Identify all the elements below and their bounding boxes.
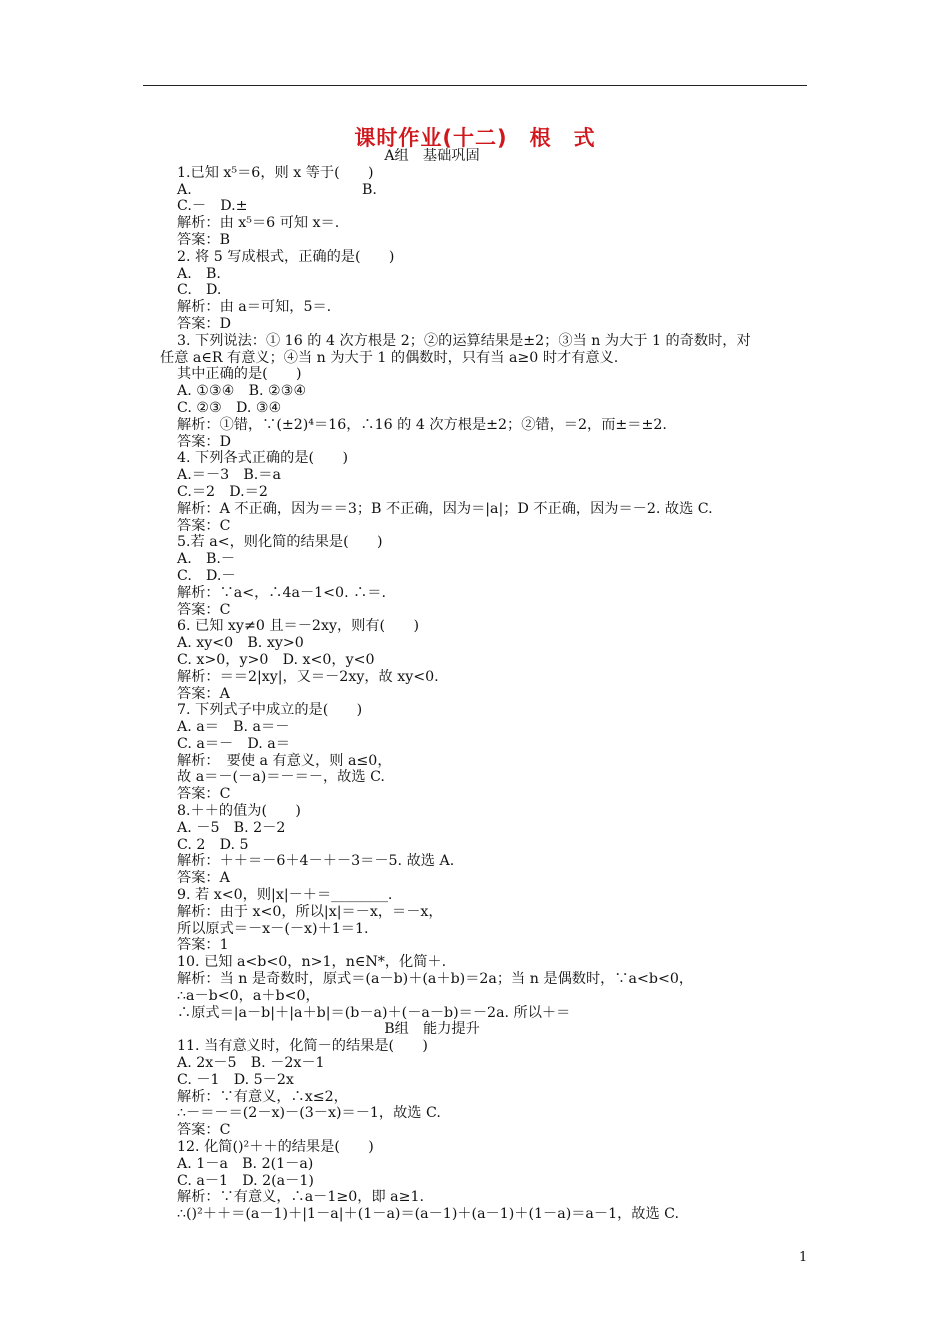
text-line: 答案：A	[177, 870, 230, 887]
text-line: 解析： 要使 a 有意义，则 a≤0，	[177, 752, 392, 769]
text-line: A.＝－3 B.＝a	[177, 467, 281, 484]
text-line: ∴()²＋＋＝(a－1)＋|1－a|＋(1－a)＝(a－1)＋(a－1)＋(1－a)＝a－1，故选 C.	[177, 1206, 680, 1223]
text-line: 任意 a∈R 有意义；④当 n 为大于 1 的偶数时，只有当 a≥0 时才有意义.	[160, 349, 619, 366]
text-line: 所以原式＝－x－(－x)＋1＝1.	[177, 920, 369, 937]
text-line: 答案：C	[177, 517, 231, 534]
text-line: 答案：C	[177, 1122, 231, 1139]
header-rule	[143, 85, 807, 86]
text-line: 解析：由 x⁵＝6 可知 x＝.	[177, 215, 340, 232]
text-line: A. ①③④ B. ②③④	[177, 383, 307, 400]
text-line: 解析：由于 x<0，所以|x|＝－x，＝－x，	[177, 903, 443, 920]
text-line: A. B.－	[177, 551, 236, 568]
text-line: 解析：当 n 是奇数时，原式＝(a－b)＋(a＋b)＝2a；当 n 是偶数时，∵a<b<0，	[177, 971, 694, 988]
text-line: 解析：∵有意义，∴a－1≥0，即 a≥1.	[177, 1189, 425, 1206]
text-line: C.＝2 D.＝2	[177, 483, 268, 500]
text-line: A. －5 B. 2－2	[177, 819, 286, 836]
page-title: 课时作业(十二) 根 式	[354, 126, 596, 150]
section-heading: B组 能力提升	[384, 1021, 480, 1038]
text-line: 11. 当有意义时，化简－的结果是( )	[177, 1038, 428, 1055]
text-line: 解析：A 不正确，因为＝＝3；B 不正确，因为＝|a|；D 不正确，因为＝－2. 故选 C.	[177, 500, 713, 517]
section-heading: A组 基础巩固	[384, 148, 480, 164]
text-line: C. ②③ D. ③④	[177, 399, 282, 416]
text-line: 3. 下列说法：① 16 的 4 次方根是 2；②的运算结果是±2；③当 n 为大于 1 的奇数时，对	[177, 332, 751, 349]
text-line: 答案：D	[177, 433, 231, 450]
text-line: A. xy<0 B. xy>0	[177, 635, 304, 652]
text-line: 答案：C	[177, 601, 231, 618]
text-line: 解析：∵有意义，∴x≤2，	[177, 1088, 348, 1105]
text-line: 答案：D	[177, 315, 231, 332]
text-line: 12. 化简()²＋＋的结果是( )	[177, 1139, 374, 1156]
text-line: ∴原式＝|a－b|＋|a＋b|＝(b－a)＋(－a－b)＝－2a. 所以＋＝	[177, 1004, 571, 1021]
text-line: A. a＝ B. a＝－	[177, 719, 290, 736]
text-line: 答案：1	[177, 937, 229, 954]
text-line: 5.若 a<，则化简的结果是( )	[177, 534, 383, 551]
text-line: 4. 下列各式正确的是( )	[177, 450, 348, 467]
text-line: 6. 已知 xy≠0 且＝－2xy，则有( )	[177, 618, 419, 635]
text-line: 7. 下列式子中成立的是( )	[177, 702, 363, 719]
text-line: 10. 已知 a<b<0，n>1，n∈N*，化简＋.	[177, 954, 447, 971]
text-line: A. B.	[177, 181, 377, 198]
text-line: C. 2 D. 5	[177, 836, 249, 853]
text-line: C. a＝－ D. a＝	[177, 735, 290, 752]
text-line: A. B.	[177, 265, 221, 282]
text-line: 解析：∵a<，∴4a－1<0. ∴＝.	[177, 584, 386, 601]
text-line: 答案：C	[177, 786, 231, 803]
text-line: 答案：A	[177, 685, 230, 702]
text-line: 8.＋＋的值为( )	[177, 803, 301, 820]
text-line: 1.已知 x⁵＝6，则 x 等于( )	[177, 164, 374, 181]
text-line: C. a－1 D. 2(a－1)	[177, 1172, 314, 1189]
text-line: 2. 将 5 写成根式，正确的是( )	[177, 248, 395, 265]
text-line: ∴－＝－＝(2－x)－(3－x)＝－1，故选 C.	[177, 1105, 441, 1122]
text-line: 解析：＝＝2|xy|，又＝－2xy，故 xy<0.	[177, 668, 439, 685]
page-number: 1	[799, 1250, 808, 1265]
text-line: 故 a＝－(－a)＝－＝－，故选 C.	[177, 769, 385, 786]
text-line: 解析：＋＋＝－6＋4－＋－3＝－5. 故选 A.	[177, 853, 455, 870]
text-line: C.－ D.±	[177, 198, 248, 215]
document-body	[160, 148, 817, 1223]
text-line: 解析：由 a＝可知，5＝.	[177, 299, 332, 316]
text-line: 解析：①错，∵(±2)⁴＝16，∴16 的 4 次方根是±2；②错，＝2，而±＝±2.	[177, 416, 667, 433]
text-line: C. x>0，y>0 D. x<0，y<0	[177, 651, 375, 668]
text-line: 答案：B	[177, 231, 230, 248]
text-line: A. 2x－5 B. －2x－1	[177, 1055, 325, 1072]
text-line: A. 1－a B. 2(1－a)	[177, 1155, 314, 1172]
text-line: 9. 若 x<0，则|x|－＋＝________.	[177, 887, 393, 904]
text-line: C. D.－	[177, 567, 236, 584]
text-line: C. D.	[177, 282, 222, 299]
text-line: ∴a－b<0，a＋b<0，	[177, 987, 320, 1004]
text-line: 其中正确的是( )	[177, 366, 302, 383]
text-line: C. －1 D. 5－2x	[177, 1071, 294, 1088]
